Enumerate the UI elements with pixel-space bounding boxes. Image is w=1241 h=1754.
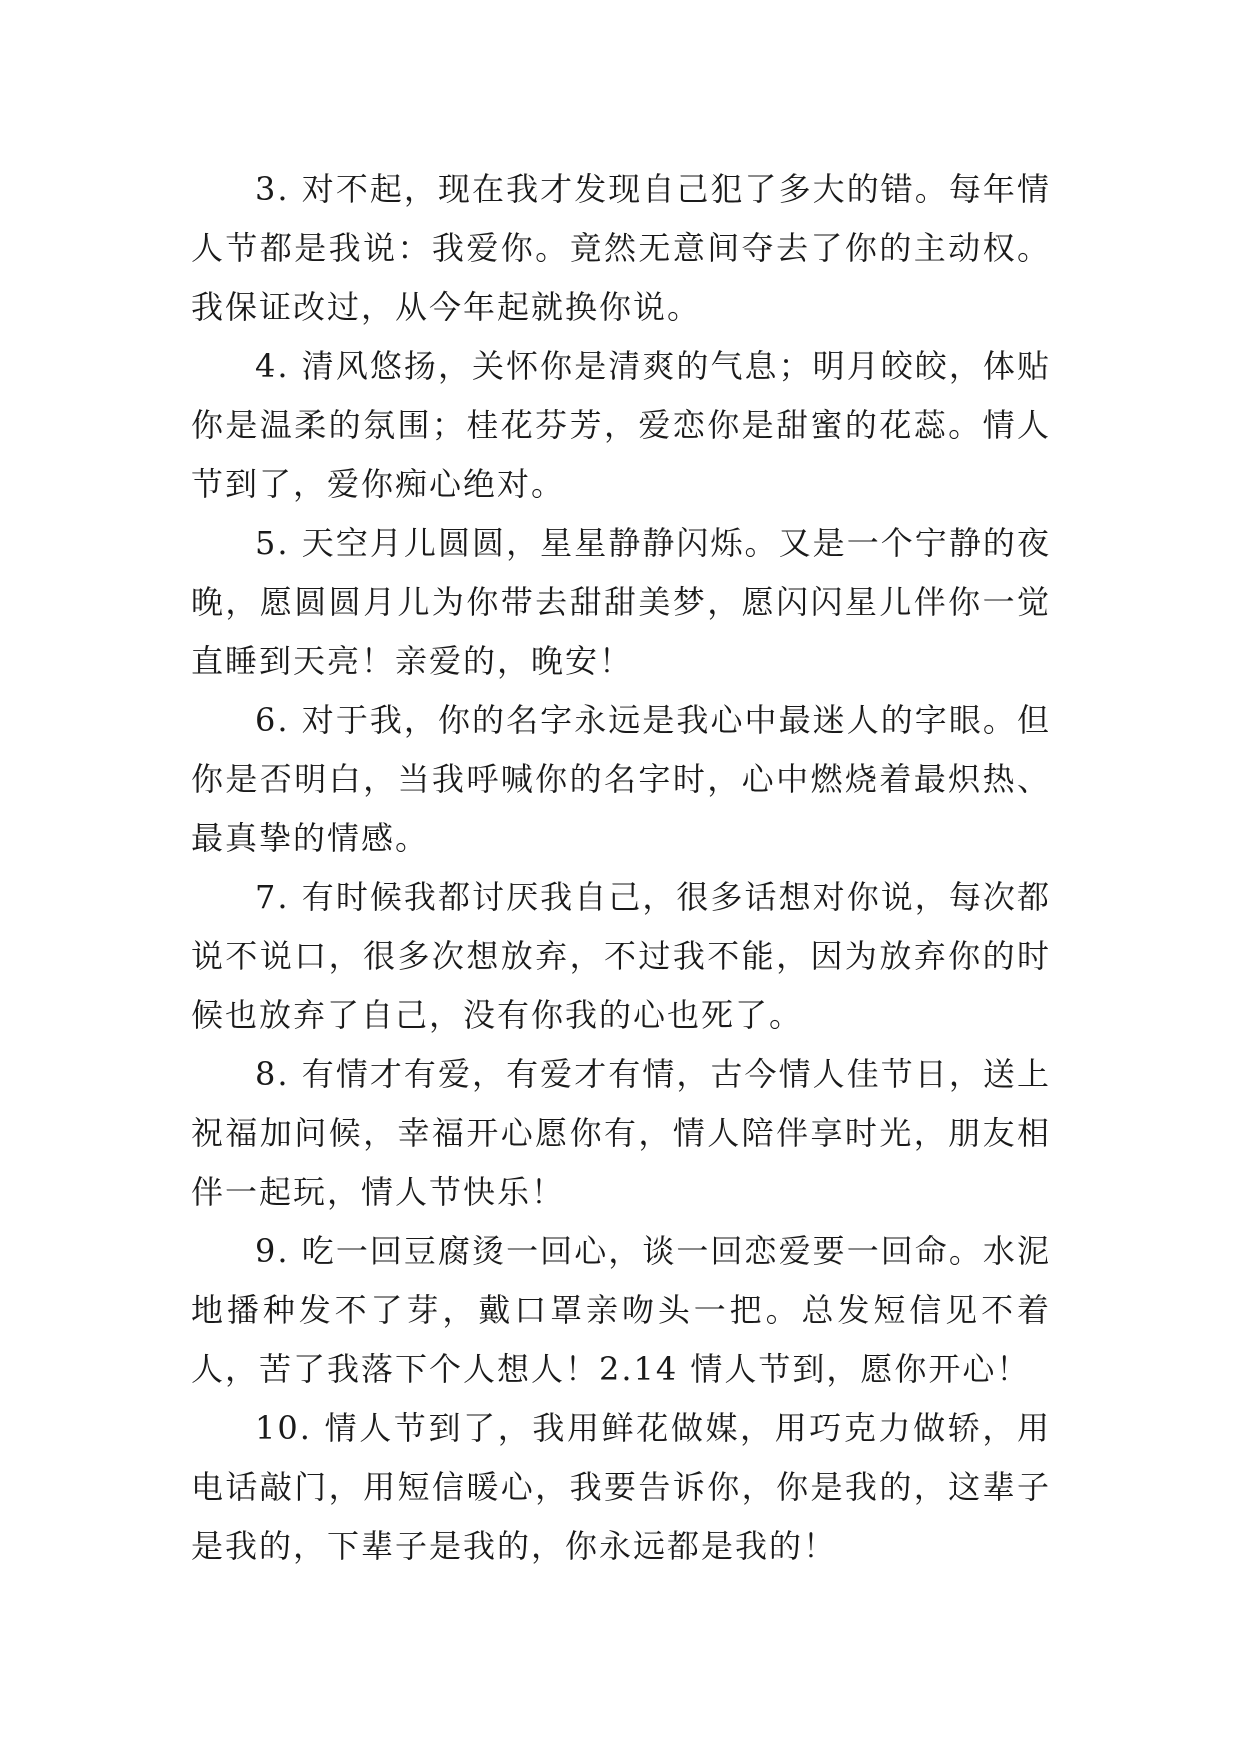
paragraph-8: 8. 有情才有爱，有爱才有情，古今情人佳节日，送上祝福加问候，幸福开心愿你有，情人陪伴享时光，朋友相伴一起玩，情人节快乐！: [191, 1055, 1051, 1211]
document-body: [191, 160, 1051, 1576]
paragraph-4: 4. 清风悠扬，关怀你是清爽的气息；明月皎皎，体贴你是温柔的氛围；桂花芬芳，爱恋你是甜蜜的花蕊。情人节到了，爱你痴心绝对。: [191, 347, 1051, 503]
paragraph-5: 5. 天空月儿圆圆，星星静静闪烁。又是一个宁静的夜晚，愿圆圆月儿为你带去甜甜美梦，愿闪闪星儿伴你一觉直睡到天亮！亲爱的，晚安！: [191, 524, 1051, 680]
paragraph-9: 9. 吃一回豆腐烫一回心，谈一回恋爱要一回命。水泥地播种发不了芽，戴口罩亲吻头一把。总发短信见不着人，苦了我落下个人想人！2.14 情人节到，愿你开心！: [191, 1232, 1051, 1388]
paragraph-3: 3. 对不起，现在我才发现自己犯了多大的错。每年情人节都是我说：我爱你。竟然无意间夺去了你的主动权。我保证改过，从今年起就换你说。: [191, 170, 1051, 326]
paragraph-10: 10. 情人节到了，我用鲜花做媒，用巧克力做轿，用电话敲门，用短信暖心，我要告诉你，你是我的，这辈子是我的，下辈子是我的，你永远都是我的！: [191, 1409, 1051, 1565]
paragraph-6: 6. 对于我，你的名字永远是我心中最迷人的字眼。但你是否明白，当我呼喊你的名字时，心中燃烧着最炽热、最真挚的情感。: [191, 701, 1051, 857]
paragraph-7: 7. 有时候我都讨厌我自己，很多话想对你说，每次都说不说口，很多次想放弃，不过我不能，因为放弃你的时候也放弃了自己，没有你我的心也死了。: [191, 878, 1051, 1034]
